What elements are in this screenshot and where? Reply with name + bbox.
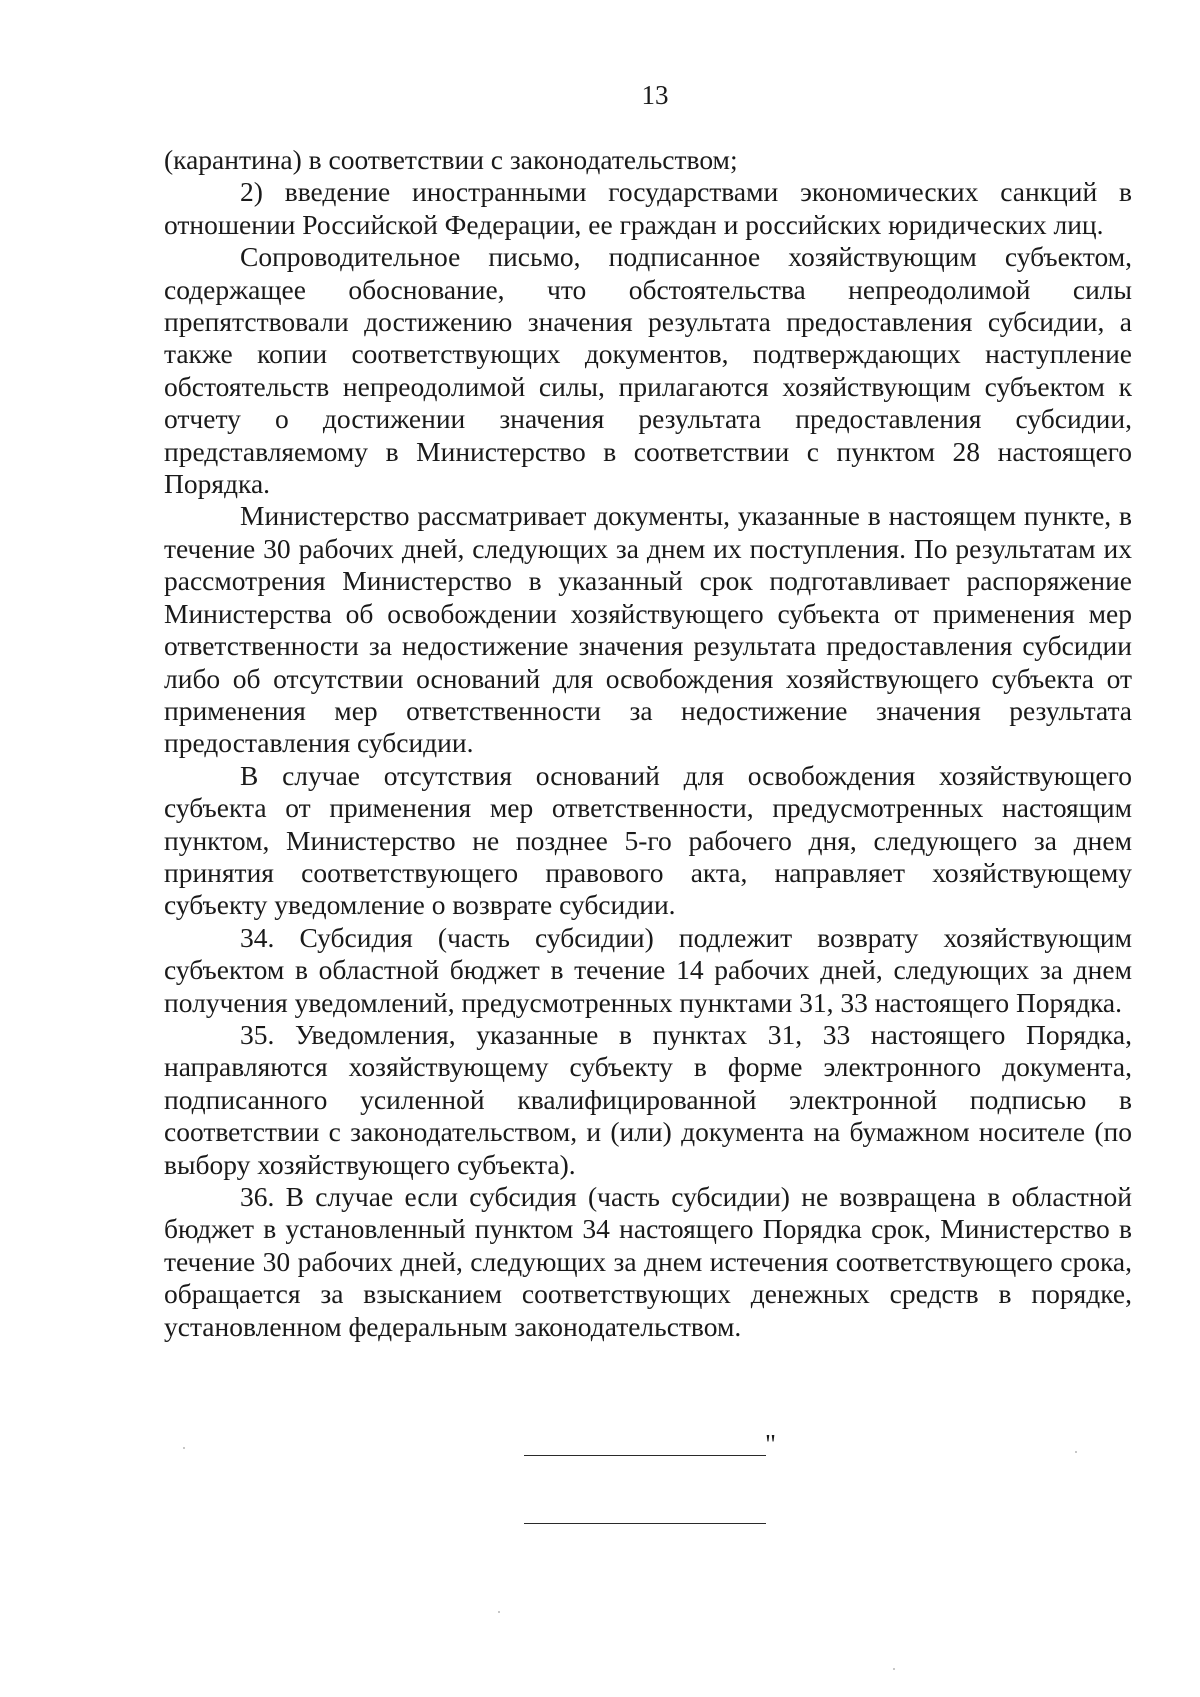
paragraph-ministry-review: Министерство рассматривает документы, указанные в настоящем пункте, в течение 30 рабочих дней, следующих за днем их поступления. По результатам их рассмотрения Министерство в указанный срок подготавливает распоряжение Министерства об освобождении хозяйствующего субъекта от применения мер ответственности за недостижение значения результата предоставления субсидии либо об отсутствии оснований для освобождения хозяйствующего субъекта от применения мер ответственности за недостижение значения результата предоставления субсидии. [164,500,1132,759]
scan-speck [1075,1451,1077,1453]
closing-line-row [0,1429,1200,1467]
end-line-row [0,1503,1200,1535]
paragraph-clause-34: 34. Субсидия (часть субсидии) подлежит возврату хозяйствующим субъектом в областной бюджет в течение 14 рабочих дней, следующих за днем получения уведомлений, предусмотренных пунктами 31, 33 настоящего Порядка. [164,921,1132,1018]
scan-speck [893,1668,895,1670]
paragraph-clause-36: 36. В случае если субсидия (часть субсидии) не возвращена в областной бюджет в установленный пунктом 34 настоящего Порядка срок, Министерство в течение 30 рабочих дней, следующих за днем истечения соответствующего срока, обращается за взысканием соответствующих денежных средств в порядке, установленном федеральным законодательством. [164,1181,1132,1342]
scan-speck [183,1447,185,1449]
paragraph-refund-notice: В случае отсутствия оснований для освобождения хозяйствующего субъекта от применения мер ответственности, предусмотренных настоящим пунктом, Министерство не позднее 5-го рабочего дня, следующего за днем принятия соответствующего правового акта, направляет хозяйствующему субъекту уведомление о возврате субсидии. [164,759,1132,921]
closing-quote-mark: " [765,1429,777,1459]
paragraph-sanctions: 2) введение иностранными государствами экономических санкций в отношении Российской Федерации, ее граждан и российских юридических лиц. [164,176,1132,240]
paragraph-clause-35: 35. Уведомления, указанные в пунктах 31, 33 настоящего Порядка, направляются хозяйствующему субъекту в форме электронного документа, подписанного усиленной квалифицированной электронной подписью в соответствии с законодательством, и (или) документа на бумажном носителе (по выбору хозяйствующего субъекта). [164,1018,1132,1180]
closing-rule [524,1455,766,1456]
page-number: 13 [641,80,669,110]
document-body [164,144,1132,1343]
paragraph-continuation: (карантина) в соответствии с законодательством; [164,144,738,175]
end-rule [524,1523,766,1524]
scan-speck [498,1611,500,1613]
paragraph-cover-letter: Сопроводительное письмо, подписанное хозяйствующим субъектом, содержащее обоснование, что обстоятельства непреодолимой силы препятствовали достижению значения результата предоставления субсидии, а также копии соответствующих документов, подтверждающих наступление обстоятельств непреодолимой силы, прилагаются хозяйствующим субъектом к отчету о достижении значения результата предоставления субсидии, представляемому в Министерство в соответствии с пунктом 28 настоящего Порядка. [164,241,1132,500]
